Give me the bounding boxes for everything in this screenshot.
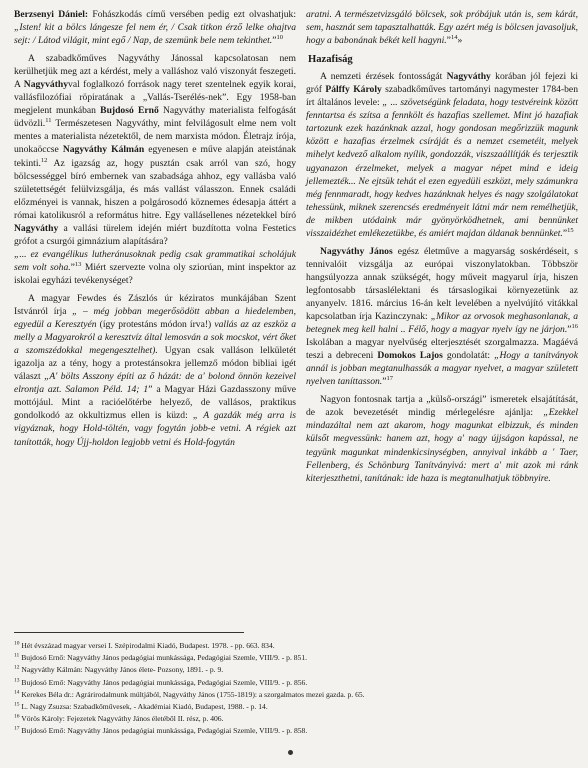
text-run: Bujdosó Ernő — [100, 105, 159, 117]
text-run: Nagyváthy — [446, 71, 491, 83]
footnote-ref: 16 — [571, 322, 578, 330]
footnote-text: Kerekes Béla dr.: Agrárirodalmunk múltjából, Nagyváthy János (1755-1819): a szorgalmatos mezei gazda. p. 65. — [19, 689, 365, 699]
text-run: aratni. A természetvizsgáló bölcsek, sok próbájuk után is, sem kárát, sem, hasznát sem tapasztalhatták. Egy azért még is bölcsen javasoljuk, hogy a babonának békét kell hagyni. — [306, 9, 578, 47]
text-run: „ – még jobban megerősödött abban a hiedelemben, egyedül a Keresztyén — [14, 306, 296, 331]
footnote-text: Bujdosó Ernő: Nagyváthy János pedagógiai munkássága, Pedagógiai Szemle, VIII/9. - p. 851. — [19, 653, 308, 663]
text-run: ” — [562, 227, 568, 239]
text-run: ” a Magyar Házi Gazdasszony műve mottójául. Mint a racióelőtérbe helyező, de vallásos, praktikus gondolkodó az okkultizmus ellen is küzd: — [14, 384, 296, 422]
paragraph — [306, 8, 578, 47]
text-run: „Ezekkel mindazáltal nem azt akarom, hogy magunkat elbizzuk, és minden külsőt megvessünk: hanem azt, hogy a' nagy újjságon kapással, ne tegyünk magunkat mindenkicsinységben, annyival inkább a ' Taer, Fellenberg, és Schönburg Tanítványivá: mert a' mit azok mi ránk kiterjeszthetni, tanítának: ide haza is megtanulhatjuk többnyire. — [306, 407, 578, 484]
footnote-text: Hét évszázad magyar versei I. Szépirodalmi Kiadó, Budapest. 1978. - pp. 663. 834. — [19, 641, 275, 650]
text-run: Nagyváthy János — [320, 245, 393, 257]
right-column — [306, 8, 578, 485]
text-run: Pálffy Károly — [325, 84, 382, 96]
footnote-number: 10 — [14, 640, 20, 647]
text-run: Berzsenyi Dániel: — [14, 9, 89, 20]
footnote — [14, 640, 574, 652]
text-run: Nagyváthy — [23, 79, 69, 91]
text-run: ” — [446, 35, 451, 47]
footnote-ref: 13 — [74, 260, 82, 268]
text-run: Természetesen Nagyváthy, mint felvilágosult elme nem volt mentes a materialista nézetektől, de nem marxista módon. Életrajz írója, unokaöccse — [14, 118, 296, 156]
footnote-number: 14 — [14, 689, 20, 696]
text-run: „... ez evangélikus lutheránusoknak pedig csak grammatikai scholájuk sem volt soha. — [14, 248, 296, 273]
text-run: ” — [70, 261, 75, 273]
footnote-number: 16 — [14, 713, 20, 720]
text-run: Ugyan csak valláson lelkületét igazolja az a tény, hogy a protestánsokra jellemző módon bibliai igét választ — [14, 345, 296, 383]
paragraph — [14, 8, 296, 47]
text-run: „Isten! kit a bölcs lángesze fel nem ér, / Csak titkon érző lelke ohajtva sejt: / Látod világit, mint egő / Nap, de szemünk bele nem tekinthet. — [14, 22, 296, 47]
section-heading: Hazafiság — [308, 54, 353, 66]
footnotes — [14, 640, 574, 738]
text-run: ” — [382, 376, 387, 388]
footnote-text: Bujdosó Ernő: Nagyváthy János pedagógiai munkássága, Pedagógiai Szemle, VIII/9. - p. 858. — [19, 726, 308, 736]
footnote — [14, 677, 574, 689]
footnote — [14, 664, 574, 676]
text-run: val foglalkozó források nagy teret szentelnek egyik korai, vallásfilozófiai röpiratának a „Vallás-Tserélés-nek”. Egy 1958-ban megjelent munkában — [14, 79, 296, 117]
text-run: Nagyváthy — [14, 222, 59, 234]
footnote-separator — [14, 632, 244, 633]
footnote-number: 13 — [14, 677, 20, 684]
text-run: „ A gazdák még arra is vigyáznak, hogy Hold-töltén, vagy fogytán jobb-e vetni. A régiek azt tanították, hogy Újj-holdon legjobb vetni és Hold-fogytán — [14, 410, 296, 448]
text-run: vallás az az eszköz a melly a Magyarokról a keresztvíz által lemosván a sok mocskot, vért őket a szomszédokkal megengesztelhet). — [14, 319, 296, 357]
text-run: Domokos Lajos — [377, 350, 443, 362]
text-run: szabadkőműves tartományi nagymester 1784-ben írt általános levele: — [306, 84, 578, 109]
text-run: „A' bölts Asszony építi az ő házát: de a' bolond önnön kezeivel elrontja azt. Salamon Péld. 14; 1 — [14, 371, 296, 396]
page-dot-mark — [288, 750, 293, 755]
paragraph — [306, 70, 578, 240]
text-run: korában jól fejezi ki gróf — [306, 71, 578, 96]
text-run: Iskolában a magyar nyelvűség elterjesztését szorgalmazza. Magáévá teszi a debreceni — [306, 337, 578, 362]
text-run: ” — [272, 35, 277, 47]
footnote-number: 11 — [14, 652, 20, 659]
footnote — [14, 652, 574, 664]
text-run: (így protestáns módon írva!) — [96, 319, 215, 331]
text-run: egyenesen e műve alapján ateistának tekinti. — [14, 144, 297, 169]
text-run: Fohászkodás című versében pedig ezt olvashatjuk: — [88, 9, 296, 20]
text-run: a vallási türelem idején miért buzdította volna Festetics grófot a csurgói gimnázium alapítására? — [14, 222, 296, 247]
text-run: „Mikor az orvosok meghasonlanak, a betegnek meg kell halni .. Félő, hogy a magyar nyelv így ne járjon. — [306, 311, 578, 336]
footnote-number: 12 — [14, 664, 20, 671]
footnote-text: L. Nagy Zsuzsa: Szabadkőművesek, - Akadémiai Kiadó, Budapest, 1988. - p. 14. — [19, 702, 268, 712]
left-column — [14, 8, 296, 449]
footnote-text: Nagyváthy Kálmán: Nagyváthy János élete- Pozsony, 1891. - p. 9. — [19, 665, 224, 675]
footnote-ref: 10 — [276, 33, 283, 41]
footnote — [14, 689, 574, 701]
footnote-ref: 17 — [386, 375, 393, 383]
text-run: „Hogy a tanítványok annál is jobban megtanulhassák a magyar nyelvet, a magyar született nyelven taníttasson. — [306, 350, 578, 388]
text-run: „ ... szövetségünk feladata, hogy testvéreink között fenntartsa és szítsa a fennkölt és hazafias szellemet. Mint jó hazafiak tartozunk ezek hazánknak azzal, hogy gondosan megőrizzük magunk között e hazafias érzelmek csíráját és a nemzet csemetéit, melyek mihelyt kedvező alkalom nyílik, gondozzák, viszszaállítják és terjesztik ugyanazon érzelmeket, melyek a magyar népet mind e ideig jellemezték... Ne ejtsük tehát el ezen egyedüli eszközt, mely számunkra még fennmaradt, hogy kedves hazánknak helyes és nagy szolgálatokat tehessünk, miknek szerencsés eredményeit látni már nem remélhetjük, de mikben utódaink már gyönyörködhetnek, ami bennünket visszaidézhet emlékezetükbe, és amiért majdan áldanak bennünket. — [306, 97, 578, 239]
footnote-ref: 15 — [567, 226, 574, 234]
text-run: A nemzeti érzések fontosságát — [320, 71, 447, 83]
text-run: gondolatát: — [442, 350, 495, 362]
paragraph — [14, 248, 296, 287]
text-run: egész életműve a magyarság soskérdéseit, s tennivalóit vizsgálja az európai viszonylatokban. Többször hangsúlyozza annak szükségét, hogy műveit magyarul írja, hiszen legfontosabb társaslélektani és társaslogikai környezetünk az anyanyelv. 1816. március 16-án kelt levelében a nyelvújító vitákkal kapcsolatban írja Kazinczynak: — [306, 245, 578, 323]
text-run: » — [457, 35, 463, 47]
paragraph — [14, 52, 296, 248]
text-run: Nagyon fontosnak tartja a „külső-országi” ismeretek elsajátítását, de azok bevezetését mindig mérlegelésre ajánlja: — [306, 394, 578, 419]
footnote — [14, 713, 574, 725]
text-run: Nagyváthy materialista felfogását üdvözli. — [14, 105, 296, 130]
footnote-number: 15 — [14, 701, 20, 708]
paragraph — [306, 245, 578, 389]
footnote-number: 17 — [14, 725, 20, 732]
paragraph — [14, 292, 296, 449]
text-run: Nagyváthy Kálmán — [62, 144, 145, 156]
paragraph — [306, 393, 578, 484]
footnote-ref: 14 — [450, 33, 458, 41]
footnote-text: Bujdosó Ernő: Nagyváthy János pedagógiai munkássága, Pedagógiai Szemle, VIII/9. - p. 856. — [19, 677, 308, 687]
text-run: A magyar Fewdes és Zászlós úr kéziratos munkájában Szent Istvánról írja — [14, 292, 296, 318]
text-run: ” — [567, 324, 572, 336]
footnote-ref: 12 — [40, 156, 48, 164]
text-run: Az igazság az, hogy pusztán csak arról van szó, hogy bölcsességgel bíró embernek van szabadsága ahhoz, egy vallásba való születettségét felülvizsgálja, és más vallást válasszon. Ennek családi előzményei is vannak, hiszen a polgárosodó köznemes édesapja áttért a római katolikusról a református hitre. Egy vallásellenes nézetekkel bíró — [14, 157, 296, 221]
footnote — [14, 701, 574, 713]
text-run: Miért szervezte volna oly sziorúan, mint inspektor az iskolai egyházi tevékenységet? — [14, 261, 296, 286]
footnote-text: Vörös Károly: Fejezetek Nagyváthy János életéből II. rész, p. 406. — [19, 714, 224, 724]
text-run: A szabadkőműves Nagyváthy Jánossal kapcsolatosan nem kerülhetjük meg azt a kérdést, mely a valláshoz való viszonyát feszegeti. A — [14, 53, 296, 91]
footnote — [14, 725, 574, 737]
footnote-ref: 11 — [45, 117, 52, 125]
